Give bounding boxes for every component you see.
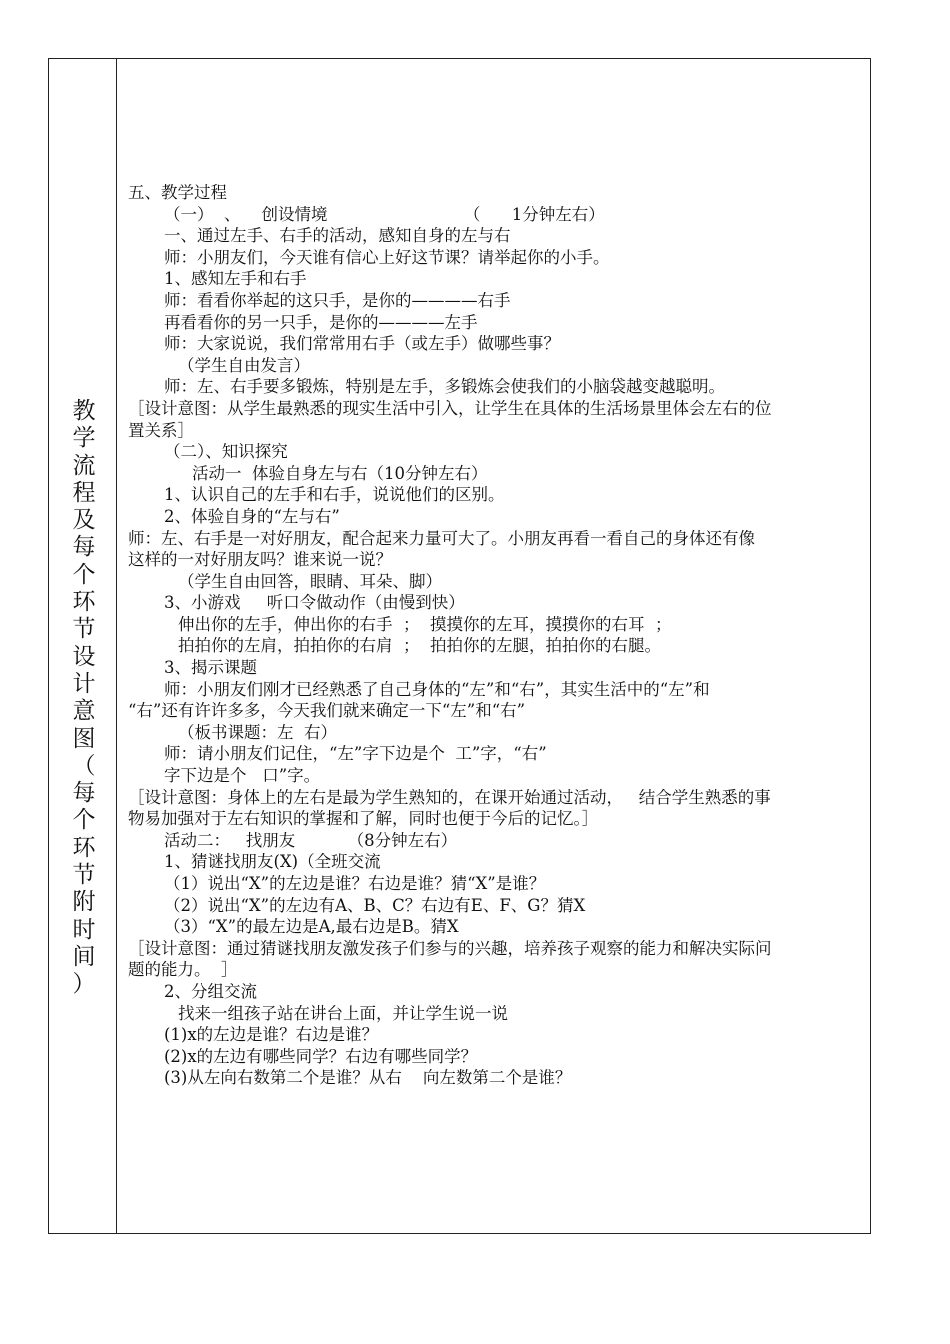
text-line: 五、教学过程 — [128, 183, 227, 202]
text-line: 置关系］ — [128, 420, 194, 440]
section-label-char: 流 — [72, 452, 96, 479]
text-line: （3）“X”的最左边是A,最右边是B。猜X — [164, 917, 459, 937]
text-line: (3)从左向右数第二个是谁？从右 向左数第二个是谁？ — [164, 1068, 572, 1088]
lesson-process-content — [128, 182, 864, 1089]
section-label-char: 间 — [72, 943, 96, 970]
column-divider — [116, 58, 117, 1234]
text-line: 师：小朋友们刚才已经熟悉了自己身体的“左”和“右”，其实生活中的“左”和 — [164, 679, 710, 699]
text-line: 拍拍你的左肩，拍拍你的右肩 ； 拍拍你的左腿，拍拍你的右腿。 — [178, 636, 661, 656]
text-line: 伸出你的左手，伸出你的右手 ； 摸摸你的左耳，摸摸你的右耳 ； — [178, 614, 672, 634]
text-line: 3、小游戏 听口令做动作（由慢到快） — [164, 593, 465, 613]
text-line: （2）说出“X”的左边有A、B、C？右边有E、F、G？猜X — [164, 895, 586, 915]
text-line: （一） 、 创设情境 （ 1分钟左右） — [164, 204, 605, 224]
text-line: 找来一组孩子站在讲台上面，并让学生说一说 — [178, 1003, 508, 1023]
section-label-char: 教 — [72, 398, 96, 424]
text-line: “右”还有许许多多，今天我们就来确定一下“左”和“右” — [128, 701, 526, 721]
section-label-char: 程 — [72, 479, 96, 506]
text-line: (2)x的左边有哪些同学？右边有哪些同学？ — [164, 1046, 478, 1066]
section-label-char: 学 — [72, 425, 96, 452]
text-line: 一、通过左手、右手的活动，感知自身的左与右 — [164, 226, 511, 246]
section-label-char: 节 — [72, 616, 96, 643]
text-line: （板书课题：左 右） — [178, 722, 337, 742]
text-line: （1）说出“X”的左边是谁？右边是谁？猜“X”是谁？ — [164, 874, 546, 893]
text-line: 2、分组交流 — [164, 981, 257, 1001]
section-label-char: 个 — [72, 807, 96, 834]
text-line: ［设计意图：通过猜谜找朋友激发孩子们参与的兴趣，培养孩子观察的能力和解决实际问 — [128, 938, 772, 958]
section-label-char: 每 — [72, 780, 96, 807]
text-line: 师：小朋友们，今天谁有信心上好这节课？请举起你的小手。 — [164, 247, 610, 267]
text-line: 3、揭示课题 — [164, 658, 257, 678]
text-line: 题的能力。 ］ — [128, 960, 238, 980]
text-line: 再看看你的另一只手，是你的————左手 — [164, 312, 478, 332]
text-line: 字下边是个 口”字。 — [164, 766, 321, 786]
text-line: 师：看看你举起的这只手，是你的————右手 — [164, 290, 511, 310]
text-line: 师：大家说说，我们常常用右手（或左手）做哪些事？ — [164, 334, 560, 354]
text-line: （二）、知识探究 — [164, 442, 288, 462]
text-line: 物易加强对于左右知识的掌握和了解，同时也便于今后的记忆。］ — [128, 809, 599, 829]
section-label-char: （ — [72, 752, 96, 779]
section-label-char: 每 — [72, 534, 96, 561]
section-label-char: 节 — [72, 862, 96, 889]
section-label-char: 计 — [72, 670, 96, 697]
text-line: 2、体验自身的“左与右” — [164, 506, 340, 526]
section-label-vertical — [64, 398, 104, 999]
section-label-char: 意 — [72, 698, 96, 725]
section-label-char: 设 — [72, 643, 96, 670]
section-label-char: 时 — [72, 916, 96, 943]
text-line: 师：左、右手要多锻炼，特别是左手，多锻炼会使我们的小脑袋越变越聪明。 — [164, 377, 725, 397]
section-label-char: 及 — [72, 507, 96, 534]
section-label-char: 附 — [72, 889, 96, 916]
text-line: 活动二： 找朋友 （8分钟左右） — [164, 830, 458, 850]
text-line: （学生自由回答，眼睛、耳朵、脚） — [178, 571, 442, 591]
text-line: 活动一 体验自身左与右（10分钟左右） — [192, 463, 488, 483]
text-line: 这样的一对好朋友吗？谁来说一说？ — [128, 550, 392, 570]
text-line: (1)x的左边是谁？右边是谁？ — [164, 1025, 379, 1045]
section-label-char: 个 — [72, 561, 96, 588]
section-label-char: ） — [72, 971, 96, 998]
text-line: 1、猜谜找朋友(X)（全班交流 — [164, 852, 381, 872]
text-line: 1、认识自己的左手和右手，说说他们的区别。 — [164, 485, 505, 505]
section-label-char: 环 — [72, 834, 96, 861]
text-line: 师：左、右手是一对好朋友，配合起来力量可大了。小朋友再看一看自己的身体还有像 — [128, 528, 755, 548]
text-line: 师：请小朋友们记住，“左”字下边是个 工”字，“右” — [164, 744, 547, 764]
text-line: ［设计意图：身体上的左右是最为学生熟知的，在课开始通过活动， 结合学生熟悉的事 — [128, 787, 771, 807]
text-line: ［设计意图：从学生最熟悉的现实生活中引入，让学生在具体的生活场景里体会左右的位 — [128, 398, 772, 418]
section-label-char: 图 — [72, 725, 96, 752]
text-line: （学生自由发言） — [178, 355, 310, 375]
text-line: 1、感知左手和右手 — [164, 269, 307, 289]
section-label-char: 环 — [72, 589, 96, 616]
